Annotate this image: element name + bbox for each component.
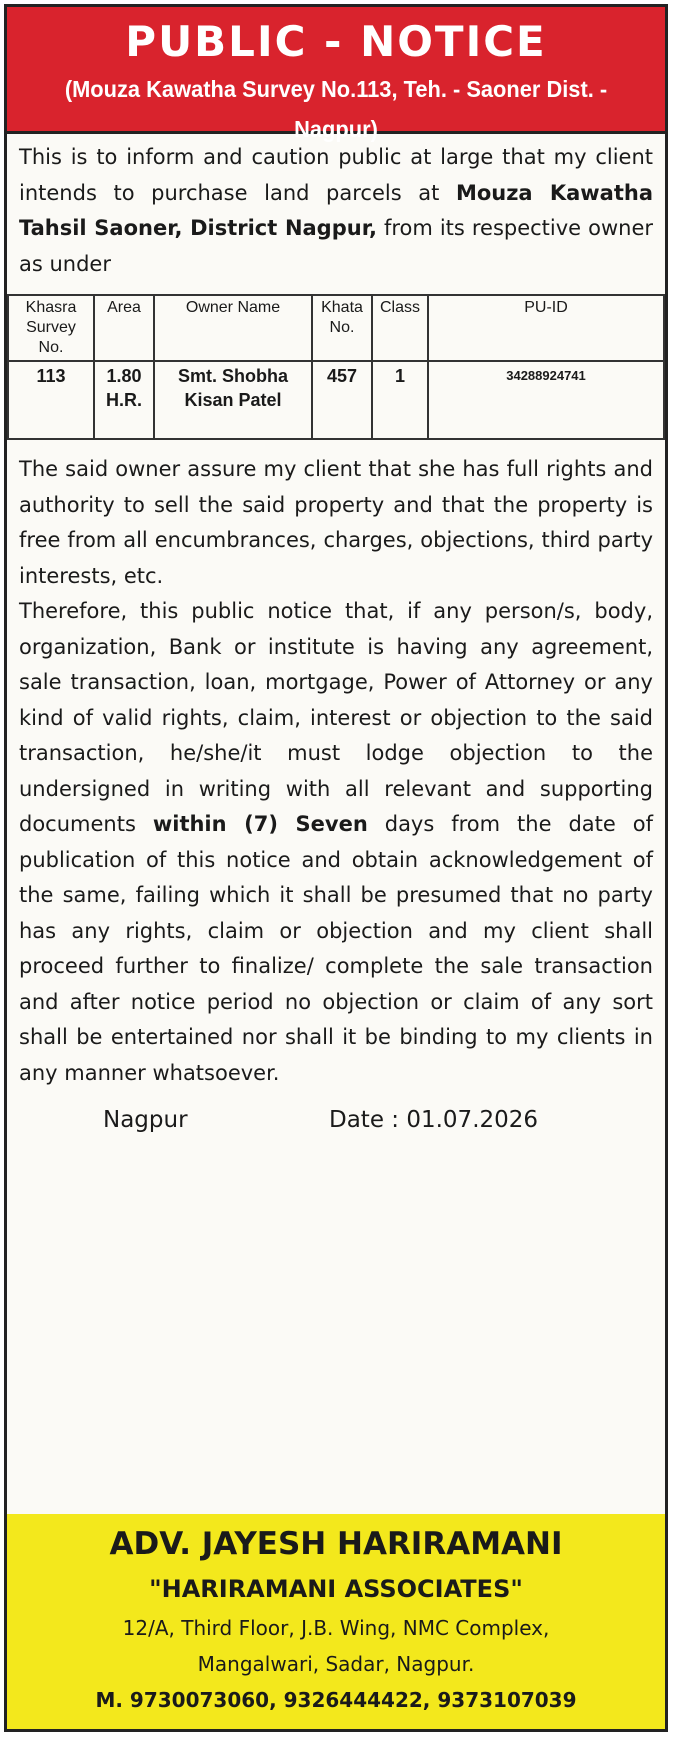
land-details-table <box>7 294 665 440</box>
cell-puid: 34288924741 <box>428 361 664 439</box>
notice-title: PUBLIC - NOTICE <box>125 17 547 66</box>
cell-class: 1 <box>372 361 428 439</box>
advocate-footer <box>7 1514 665 1729</box>
header-class: Class <box>372 295 428 361</box>
cell-khata: 457 <box>312 361 372 439</box>
phone-numbers: M. 9730073060, 9326444422, 9373107039 <box>95 1688 577 1712</box>
place: Nagpur <box>103 1107 188 1133</box>
intro-location: Mouza Kawatha Tahsil Saoner, District Nagpur, <box>19 180 654 240</box>
table-header-row <box>8 295 664 361</box>
notice-header <box>7 7 665 142</box>
header-owner-name: Owner Name <box>154 295 312 361</box>
intro-text-1: This is to inform and caution public at large that my client intends to purchase land parcels at <box>19 145 653 205</box>
intro-text-2: from its respective owner as under <box>19 216 653 276</box>
notice-date: Date : 01.07.2026 <box>329 1107 539 1133</box>
objection-text-2: days from the date of publication of this notice and obtain acknowledgement of the same, failing which it shall be presumed that no party has any rights, claim or objection and my client shall proceed further to finalize/ complete the sale transaction and after notice period no objection or claim of any sort shall be entertained nor shall it be binding to my clients in any manner whatsoever. <box>19 812 653 1085</box>
cell-area: 1.80 H.R. <box>94 361 154 439</box>
place-date-line <box>7 1091 665 1149</box>
firm-name: "HARIRAMANI ASSOCIATES" <box>149 1575 523 1603</box>
intro-paragraph <box>7 134 665 294</box>
table-row <box>8 361 664 439</box>
cell-survey-no: 113 <box>8 361 94 439</box>
cell-owner: Smt. Shobha Kisan Patel <box>154 361 312 439</box>
header-survey-no: Khasra Survey No. <box>8 295 94 361</box>
notice-subtitle: (Mouza Kawatha Survey No.113, Teh. - Saoner Dist. - Nagpur) <box>64 76 608 142</box>
header-khata-no: Khata No. <box>312 295 372 361</box>
header-puid: PU-ID <box>428 295 664 361</box>
objection-deadline: within (7) Seven <box>152 812 368 836</box>
header-area: Area <box>94 295 154 361</box>
advocate-name: ADV. JAYESH HARIRAMANI <box>109 1526 563 1562</box>
assurance-paragraph: The said owner assure my client that she has full rights and authority to sell the said property and that the property is free from all encumbrances, charges, objections, third party interests, etc. <box>19 457 653 588</box>
objection-text-1: Therefore, this public notice that, if any person/s, body, organization, Bank or institute is having any agreement, sale transaction, loan, mortgage, Power of Attorney or any kind of valid rights, claim, interest or objection to the said transaction, he/she/it must lodge objection to the undersigned in writing with all relevant and supporting documents <box>19 599 653 836</box>
address-line-2: Mangalwari, Sadar, Nagpur. <box>197 1652 475 1676</box>
address-line-1: 12/A, Third Floor, J.B. Wing, NMC Complex, <box>122 1616 550 1640</box>
public-notice <box>4 4 668 1732</box>
objection-paragraph <box>7 594 665 1091</box>
